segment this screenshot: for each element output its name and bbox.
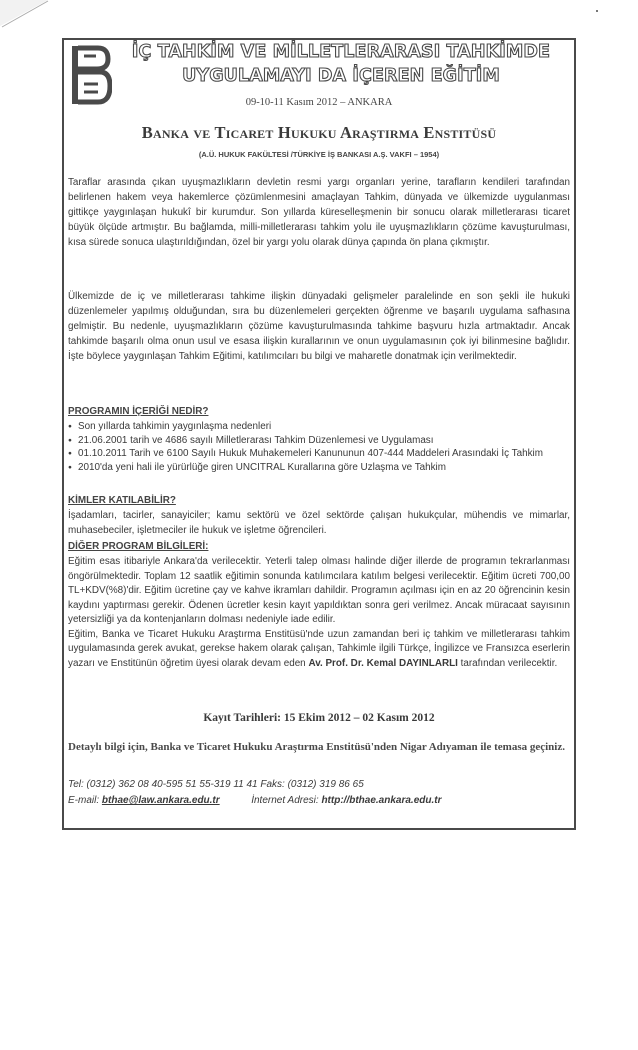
other-info-body [68, 555, 570, 671]
event-date: 09-10-11 Kasım 2012 – ANKARA [245, 97, 393, 108]
program-list [68, 420, 570, 474]
other-info-paragraph-2: Eğitim, Banka ve Ticaret Hukuku Araştırma Enstitüsü'nde uzun zamandan beri iç tahkim ve milletlerarası tahkim uygulamasında gerek avukat, gerekse hakem olarak çalışan, Tahkimle ilgili Türkçe, İngilizce ve Fransızca eserlerin yazarı ve Enstitünün öğretim üyesi olarak devam eden [68, 628, 570, 669]
intro-paragraph-1: Taraflar arasında çıkan uyuşmazlıkların devletin resmi yargı organları yerine, tarafların kendileri tarafından belirlenen hakem veya hakemlerce çözümlenmesini amaçlayan Tahkim, dünyada ve ülkemizde uygulanması gittikçe yaygınlaşan hukukî bir kurumdur. Son yıllarda küreselleşmenin bir sonucu olarak milletlerarası ticaret büyük ölçüde artmıştır. Bu bağlamda, milli-milletlerarası tahkim yolu ile uyuşmazlıkların çözüme kavuşturulması, kısa sürede sonuca ulaştırıldığından, özel bir yargı yolu olarak dünya çapında ön plana çıkmıştır. [68, 177, 570, 248]
email-web-line [68, 795, 441, 806]
list-item: ● 01.10.2011 Tarih ve 6100 Sayılı Hukuk Muhakemeleri Kanununun 407-444 Maddeleri Arasındaki İç Tahkim [68, 447, 570, 461]
list-item: ● 21.06.2001 tarih ve 4686 sayılı Milletlerarası Tahkim Düzenlemesi ve Uygulaması [68, 434, 570, 448]
email-link[interactable]: bthae@law.ankara.edu.tr [101, 795, 220, 806]
contact-info: Detaylı bilgi için, Banka ve Ticaret Hukuku Araştırma Enstitüsü'nden Nigar Adıyaman ile temasa geçiniz. [68, 741, 565, 753]
title-line-1: İÇ TAHKİM VE MİLLETLERARASI TAHKİMDE [131, 42, 551, 62]
web-link[interactable]: http://bthae.ankara.edu.tr [321, 795, 442, 806]
other-info-heading: DİĞER PROGRAM BİLGİLERİ: [68, 541, 209, 552]
institute-name: Banka ve Ticaret Hukuku Araştırma Enstitüsü [141, 123, 497, 142]
email-label: E-mail: [68, 795, 100, 806]
scan-fold-corner [0, 0, 52, 30]
registration-dates: Kayıt Tarihleri: 15 Ekim 2012 – 02 Kasım 2012 [203, 712, 435, 724]
institute-subtitle: (A.Ü. HUKUK FAKÜLTESİ /TÜRKİYE İŞ BANKASI A.Ş. VAKFI – 1954) [198, 150, 440, 159]
audience-text: İşadamları, tacirler, sanayiciler; kamu sektörü ve özel sektörde çalışan hukukçular, mühendis ve mimarlar, muhasebeciler, işletmeciler ile hukuk ve işletme öğrencileri. [68, 510, 570, 536]
instructor-name: Av. Prof. Dr. Kemal DAYINLARLI [308, 657, 458, 669]
flyer-frame [62, 38, 576, 830]
audience-heading: KİMLER KATILABİLİR? [68, 495, 176, 506]
other-info-paragraph-1: Eğitim esas itibariyle Ankara'da verilecektir. Yeterli talep olması halinde diğer illerde de programın tekrarlanması öngörülmektedir. Toplam 12 saatlik eğitimin sonunda katılımcılara katılım belgesi verilecektir. Eğitim ücreti 700,00 TL+KDV(%8)'dir. Eğitim ücretine çay ve kahve ikramları dahildir. Programın açılması için en az 20 öğrencinin kesin kaydını yaptırması gerekir. Ödenen ücretler kesin kayıt yapıldıktan sonra geri verilmez. Ancak müracaat sayısının yetersizliği ya da kontenjanların dolması nedeniyle iade edilir. [68, 556, 570, 625]
web-label: İnternet Adresi: [251, 795, 319, 806]
other-info-paragraph-2-end: tarafından verilecektir. [460, 657, 558, 669]
list-item: ● 2010'da yeni hali ile yürürlüğe giren UNCITRAL Kurallarına göre Uzlaşma ve Tahkim [68, 461, 570, 475]
scan-speck [596, 10, 598, 12]
intro-paragraph-2: Ülkemizde de iç ve milletlerarası tahkime ilişkin dünyadaki gelişmeler paralelinde en son şekli ile hukuki düzenlemeler yapılmış olduğundan, sıra bu düzenlemeleri gerçekten öğrenme ve başarılı uygulama safhasına gelmiştir. Bu nedenle, uyuşmazlıkların çözüme kavuşturulmasında tahkime başvuru hızla artmaktadır. Ancak tahkimde başarılı olma onun usul ve esasa ilişkin kurallarının ve onun uygulamasının çok iyi bilinmesine bağlıdır. İşte böylece yaygınlaşan Tahkim Eğitimi, katılımcıları bu bilgi ve maharetle donatmak için verilmektedir. [68, 291, 570, 362]
program-heading: PROGRAMIN İÇERİĞİ NEDİR? [68, 406, 209, 417]
title-line-2: UYGULAMAYI DA İÇEREN EĞİTİM [182, 66, 500, 86]
list-item: ● Son yıllarda tahkimin yaygınlaşma nedenleri [68, 420, 570, 434]
phone-fax: Tel: (0312) 362 08 40-595 51 55-319 11 41 Faks: (0312) 319 86 65 [68, 779, 364, 790]
